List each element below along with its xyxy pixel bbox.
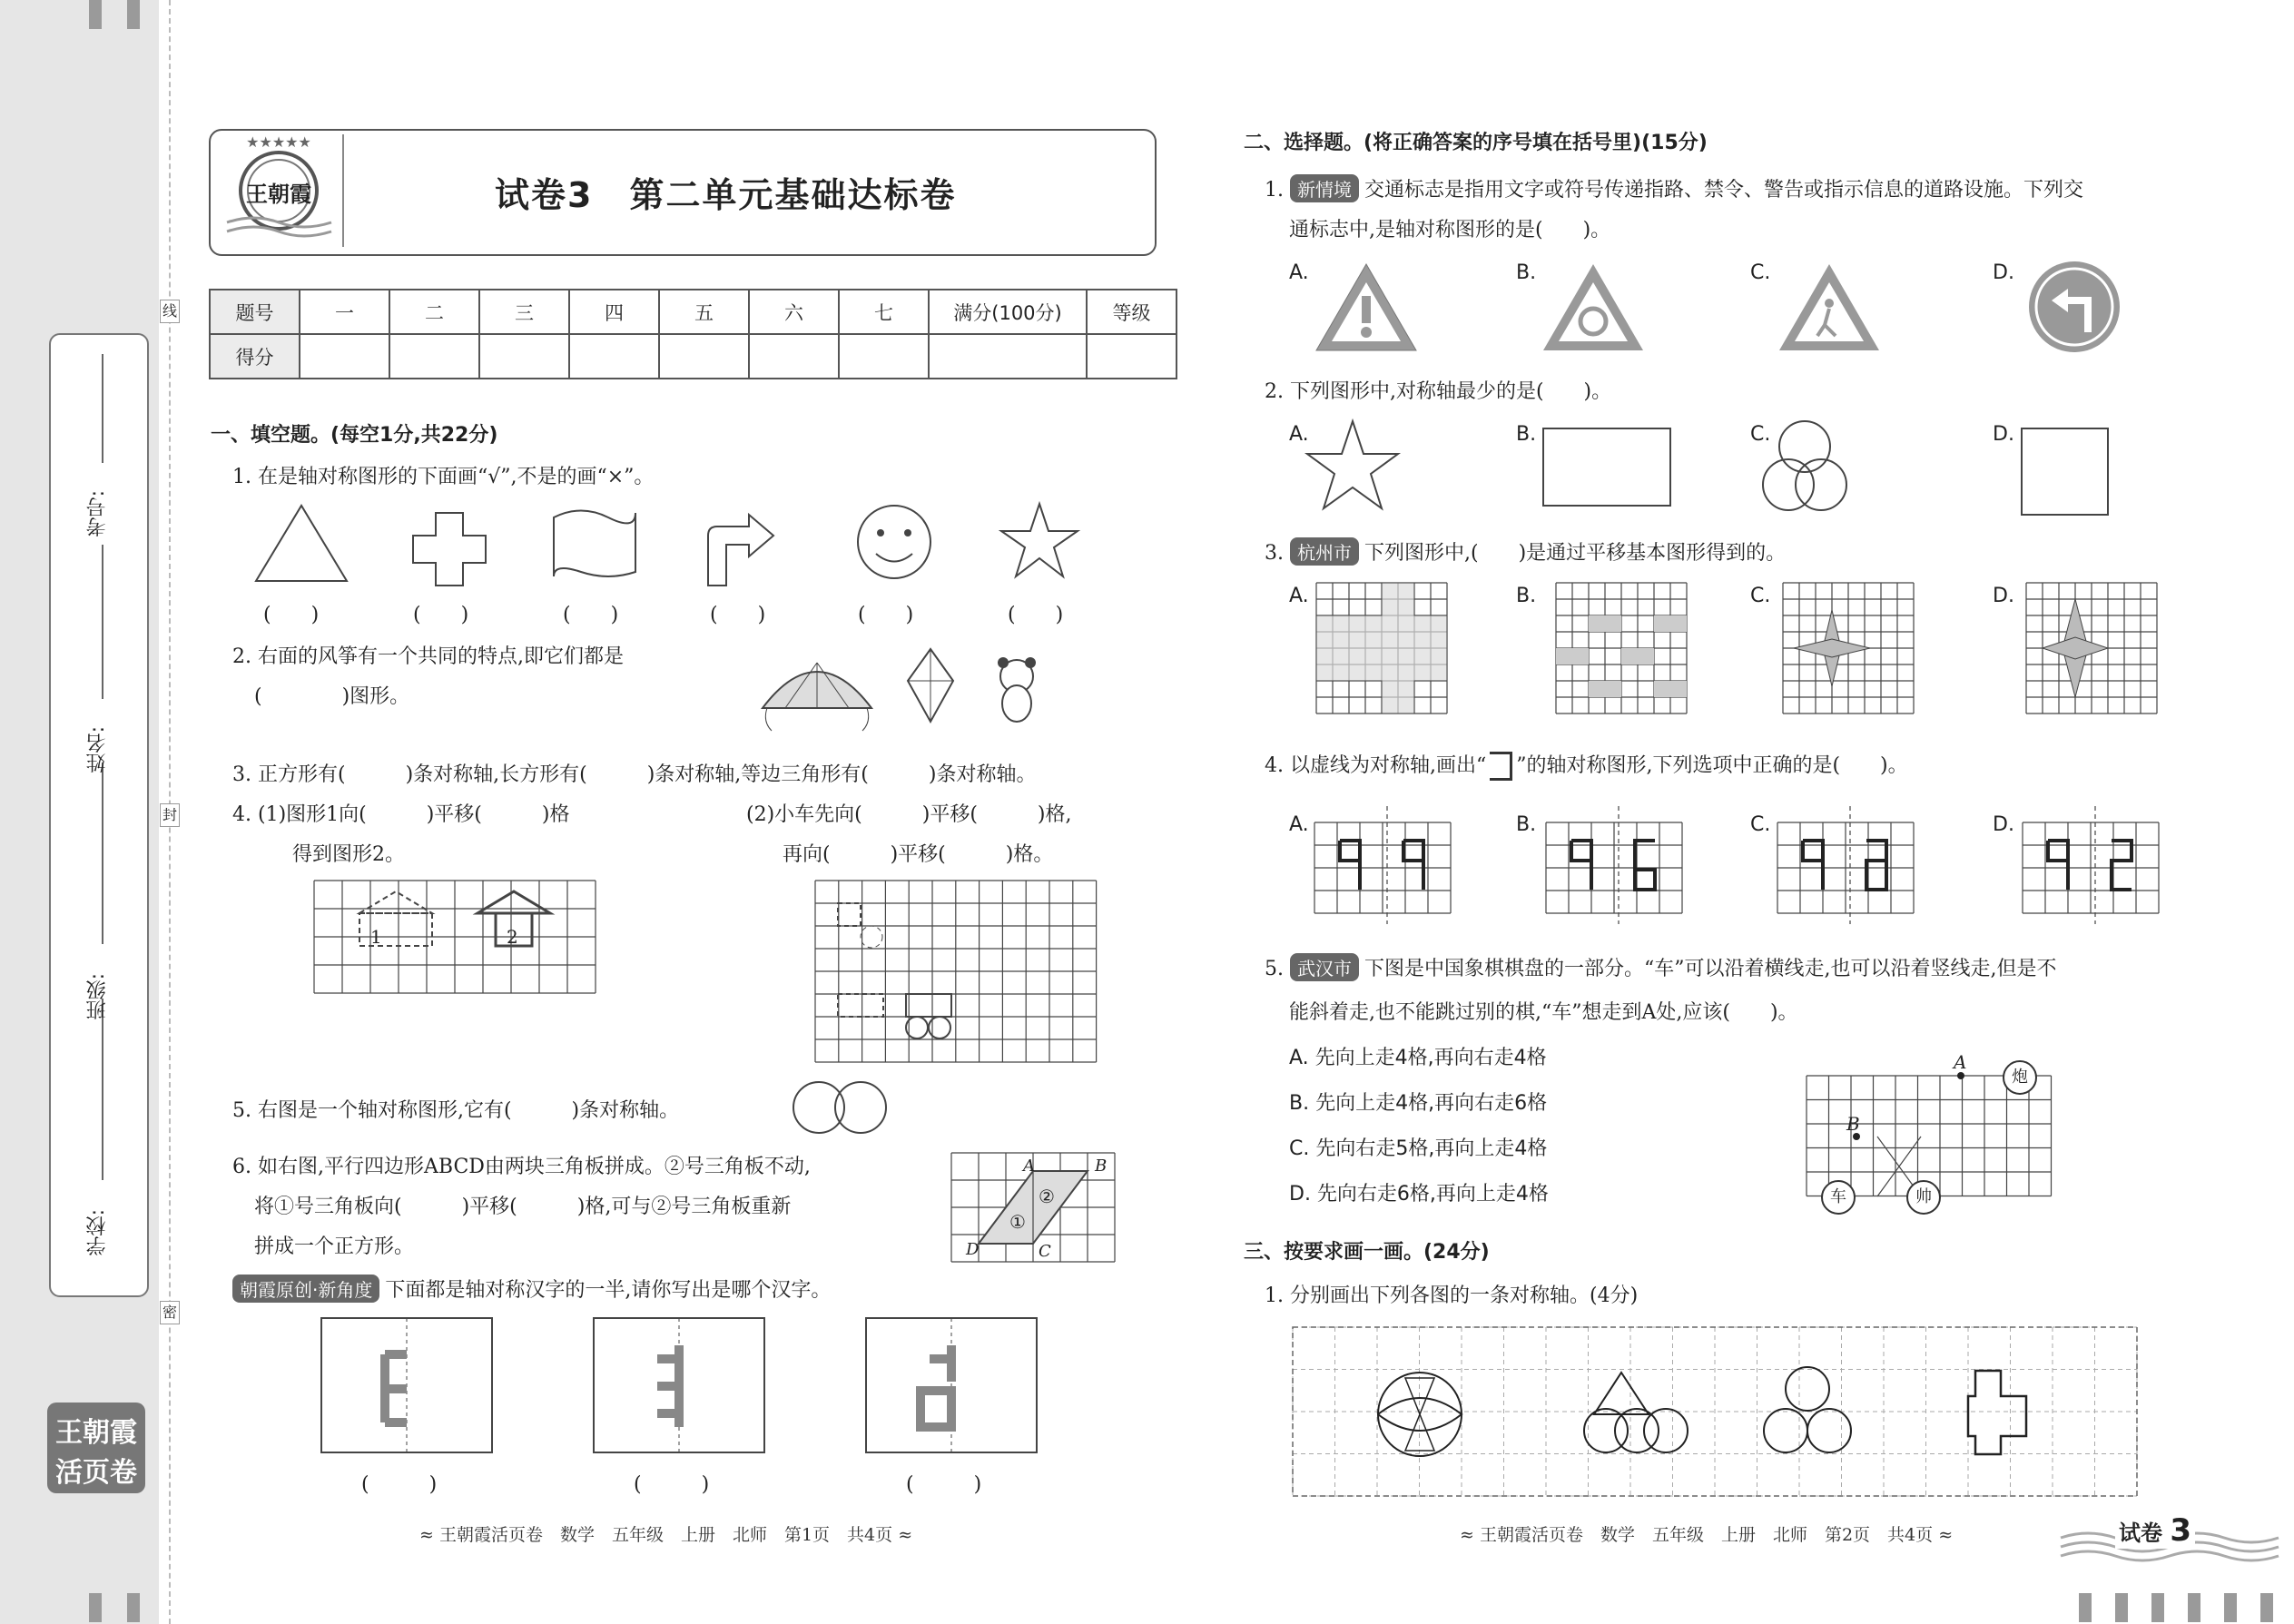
q7-answer-3[interactable]: ( ) (906, 1473, 982, 1496)
s2-q1-text: 交通标志是指用文字或符号传递指路、禁令、警告或指示信息的道路设施。下列交 (1364, 179, 2084, 202)
s2-q3-text: 下列图形中,( )是通过平移基本图形得到的。 (1364, 542, 1787, 565)
chess-piece-shuai: 帅 (1906, 1180, 1941, 1215)
q6-label-b: B (1095, 1156, 1108, 1176)
s1-q1-answer[interactable]: ( ) (710, 604, 766, 626)
q7-text: 下面都是轴对称汉字的一半,请你写出是哪个汉字。 (385, 1279, 832, 1302)
q4-shape2-label: 2 (507, 926, 518, 948)
score-header-cell: 三 (479, 290, 569, 334)
page-title: 试卷3 第二单元基础达标卷 (495, 175, 957, 215)
footer-wave: ≈ (1933, 1525, 1954, 1545)
corner-label (2115, 1512, 2195, 1549)
s2-q3-line (1265, 537, 1786, 566)
score-cell[interactable] (479, 334, 569, 379)
brand-logo-line2: 活页卷 (55, 1457, 137, 1489)
q5-two-circles (792, 1078, 891, 1137)
s2-q5-line2: 能斜着走,也不能跳过别的棋,“车”想走到A处,应该( )。 (1289, 1001, 1798, 1024)
board-label-b: B (1846, 1113, 1860, 1135)
s2-q2-shapes (1307, 419, 2124, 519)
q7-tag: 朝霞原创·新角度 (232, 1275, 379, 1303)
s2-q4-text-post: ”的轴对称图形,下列选项中正确的是( )。 (1516, 754, 1908, 777)
s2-q2-option-b[interactable]: B. (1516, 423, 1537, 446)
class-label: 班级: (86, 973, 109, 1020)
score-header-cell: 二 (389, 290, 479, 334)
footer-left (419, 1521, 912, 1546)
s2-q4-option-c[interactable]: C. (1750, 813, 1771, 836)
seal-text: 王朝霞 (246, 181, 311, 207)
cut-mark-seal: 封 (160, 803, 180, 827)
q7-answer-1[interactable]: ( ) (361, 1473, 438, 1496)
corner-label-text: 试卷 (2119, 1521, 2162, 1546)
score-cell[interactable] (749, 334, 839, 379)
q7-half-characters (321, 1318, 1048, 1456)
s2-q5-tag: 武汉市 (1290, 953, 1359, 981)
s2-q1-option-b[interactable]: B. (1516, 261, 1537, 284)
s1-q1-shapes (245, 495, 1135, 595)
score-header-cell: 五 (659, 290, 749, 334)
traffic-signs (1316, 260, 2133, 355)
footer-right (1460, 1521, 1953, 1546)
binding-tick (89, 1593, 102, 1622)
score-cell[interactable] (1087, 334, 1177, 379)
binding-tick (89, 0, 102, 29)
school-label: 学校: (86, 1209, 109, 1256)
s1-q4a-line2: 得到图形2。 (292, 843, 405, 866)
s2-q3-grids (1316, 583, 2115, 714)
binding-tick (2224, 1593, 2237, 1622)
s2-q3-option-a[interactable]: A. (1289, 585, 1309, 607)
score-cell[interactable] (929, 334, 1087, 379)
q4-grid-right (815, 881, 1097, 1064)
q6-label-c: C (1039, 1242, 1051, 1261)
kites-illustration (758, 645, 1058, 735)
q6-label-d: D (966, 1240, 980, 1259)
binding-tick (2260, 1593, 2273, 1622)
s2-q3-option-d[interactable]: D. (1993, 585, 2014, 607)
s2-q4-option-b[interactable]: B. (1516, 813, 1537, 836)
footer-wave: ≈ (892, 1525, 913, 1545)
s1-q1-answer[interactable]: ( ) (563, 604, 619, 626)
score-table (209, 289, 1177, 379)
q4-grid-left (314, 881, 596, 997)
s2-q4-text-pre: 4. 以虚线为对称轴,画出“ (1265, 754, 1487, 777)
score-header-cell: 六 (749, 290, 839, 334)
s2-q3-option-c[interactable]: C. (1750, 585, 1771, 607)
binding-tick (2115, 1593, 2128, 1622)
score-cell[interactable] (569, 334, 659, 379)
q6-triangle-2: ② (1039, 1186, 1055, 1207)
s2-q5-line1 (1265, 953, 2056, 981)
s2-q3-tag: 杭州市 (1290, 537, 1359, 566)
score-table-header-row (210, 290, 1177, 334)
binding-tick (127, 0, 140, 29)
score-table-score-row (210, 334, 1177, 379)
title-divider (342, 134, 344, 247)
s2-q2-option-d[interactable]: D. (1993, 423, 2014, 446)
footer-wave: ≈ (1460, 1525, 1480, 1545)
score-row-label: 得分 (210, 334, 300, 379)
exam-number-field[interactable] (102, 354, 103, 463)
s2-q5-option-b[interactable]: B. 先向上走4格,再向右走6格 (1289, 1092, 1548, 1115)
s1-q1-answer[interactable]: ( ) (263, 604, 320, 626)
s1-q7-text (232, 1275, 831, 1303)
exam-number-label: 考号: (86, 490, 109, 537)
chess-piece-che: 车 (1821, 1180, 1856, 1215)
q6-triangle-1: ① (1009, 1211, 1026, 1233)
s1-q4b-line1: (2)小车先向( )平移( )格, (746, 803, 1072, 826)
s2-q5-text: 下图是中国象棋棋盘的一部分。“车”可以沿着横线走,也可以沿着竖线走,但是不 (1364, 958, 2057, 980)
section2-heading: 二、选择题。(将正确答案的序号填在括号里)(15分) (1244, 132, 1708, 154)
s2-q3-number: 3. (1265, 542, 1284, 565)
s1-q6-line1: 6. 如右图,平行四边形ABCD由两块三角板拼成。②号三角板不动, (232, 1156, 811, 1178)
s3-q1-text: 1. 分别画出下列各图的一条对称轴。(4分) (1265, 1284, 1639, 1307)
s2-q4-option-d[interactable]: D. (1993, 813, 2014, 836)
chess-piece-pao: 炮 (2003, 1060, 2037, 1095)
svg-text:★★★★★: ★★★★★ (246, 133, 311, 151)
s1-q1-answer[interactable]: ( ) (858, 604, 914, 626)
s2-q2-option-c[interactable]: C. (1750, 423, 1771, 446)
s2-q3-option-b[interactable]: B. (1516, 585, 1537, 607)
s2-q4-option-a[interactable]: A. (1289, 813, 1309, 836)
score-header-cell: 七 (839, 290, 929, 334)
s2-q2-text: 2. 下列图形中,对称轴最少的是( )。 (1265, 380, 1612, 403)
score-cell[interactable] (839, 334, 929, 379)
s1-q6-line3: 拼成一个正方形。 (254, 1235, 415, 1258)
binding-tick (2151, 1593, 2164, 1622)
score-cell[interactable] (659, 334, 749, 379)
student-info-box (49, 333, 149, 1297)
corner-number: 3 (2170, 1512, 2192, 1549)
score-cell[interactable] (300, 334, 389, 379)
s1-q1-answer[interactable]: ( ) (1008, 604, 1064, 626)
footer-left-text: 王朝霞活页卷 数学 五年级 上册 北师 第1页 共4页 (438, 1525, 893, 1545)
s1-q4a-line1: 4. (1)图形1向( )平移( )格 (232, 803, 570, 826)
footer-wave: ≈ (419, 1525, 439, 1545)
s2-q1-tag: 新情境 (1290, 174, 1359, 202)
brand-logo (47, 1403, 145, 1493)
s2-q1-number: 1. (1265, 179, 1284, 202)
score-header-cell: 等级 (1087, 290, 1177, 334)
binding-tick (2079, 1593, 2092, 1622)
bracket-shape-icon (1490, 752, 1512, 781)
s2-q5-option-c[interactable]: C. 先向右走5格,再向上走4格 (1289, 1137, 1548, 1160)
brand-logo-line1: 王朝霞 (55, 1417, 137, 1449)
s2-q1-option-d[interactable]: D. (1993, 261, 2014, 284)
q7-answer-2[interactable]: ( ) (634, 1473, 710, 1496)
s1-q1-answer[interactable]: ( ) (413, 604, 469, 626)
s1-q2-line1: 2. 右面的风筝有一个共同的特点,即它们都是 (232, 645, 624, 668)
s2-q1-option-a[interactable]: A. (1289, 261, 1309, 284)
score-header-cell: 满分(100分) (929, 290, 1087, 334)
s2-q4-grids (1314, 806, 2177, 924)
score-header-cell: 四 (569, 290, 659, 334)
name-label: 姓名: (86, 726, 109, 773)
s2-q4-line (1265, 750, 1908, 781)
s2-q5-option-d[interactable]: D. 先向右走6格,再向上走4格 (1289, 1183, 1549, 1206)
publisher-seal (222, 133, 340, 245)
binding-tick (2188, 1593, 2200, 1622)
s2-q1-line1 (1265, 174, 2083, 202)
name-field[interactable] (102, 545, 103, 699)
s1-q1-text: 1. 在是轴对称图形的下面画“√”,不是的画“×”。 (232, 466, 655, 488)
s2-q5-option-a[interactable]: A. 先向上走4格,再向右走4格 (1289, 1047, 1547, 1069)
s2-q5-number: 5. (1265, 958, 1284, 980)
s2-q1-line2: 通标志中,是轴对称图形的是( )。 (1289, 219, 1611, 241)
drawing-grid (1293, 1327, 2137, 1496)
score-header-cell: 一 (300, 290, 389, 334)
s2-q2-option-a[interactable]: A. (1289, 423, 1309, 446)
section3-heading: 三、按要求画一画。(24分) (1244, 1241, 1490, 1264)
cut-mark-secret: 密 (160, 1301, 180, 1324)
s1-q6-line2: 将①号三角板向( )平移( )格,可与②号三角板重新 (254, 1196, 792, 1218)
s1-q2-line2: ( )图形。 (254, 685, 410, 708)
school-field[interactable] (102, 999, 103, 1180)
score-header-cell: 题号 (210, 290, 300, 334)
section1-heading: 一、填空题。(每空1分,共22分) (211, 424, 498, 447)
q6-label-a: A (1023, 1156, 1035, 1176)
q4-shape1-label: 1 (370, 926, 382, 948)
s1-q3-text: 3. 正方形有( )条对称轴,长方形有( )条对称轴,等边三角形有( )条对称轴。 (232, 763, 1037, 786)
class-field[interactable] (102, 763, 103, 944)
footer-right-text: 王朝霞活页卷 数学 五年级 上册 北师 第2页 共4页 (1479, 1525, 1934, 1545)
cut-mark-line: 线 (160, 300, 180, 323)
binding-tick (127, 1593, 140, 1622)
s1-q5-text: 5. 右图是一个轴对称图形,它有( )条对称轴。 (232, 1099, 680, 1122)
s2-q1-option-c[interactable]: C. (1750, 261, 1771, 284)
board-label-a: A (1954, 1051, 1967, 1073)
s1-q4b-line2: 再向( )平移( )格。 (783, 843, 1054, 866)
score-cell[interactable] (389, 334, 479, 379)
